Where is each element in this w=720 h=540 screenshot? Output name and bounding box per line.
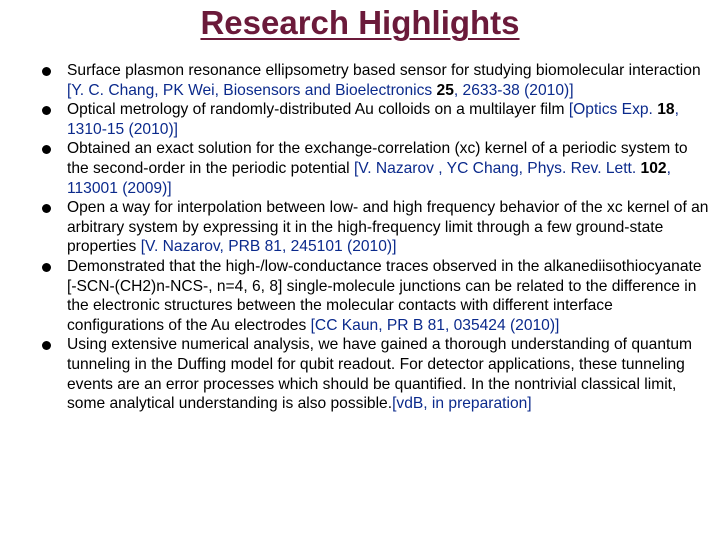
citation-text: [Optics Exp. — [568, 101, 658, 119]
bullet-dot-icon — [42, 263, 51, 272]
highlight-item-6 — [0, 335, 720, 413]
highlight-text: Using extensive numerical analysis, we have gained a thorough understanding of quantum tunneling in the Duffing model for qubit readout. For detector applications, these tunneling events are an error processes which should be quantified. In the nontrivial classical limit, some analytical understanding is also possible. — [67, 336, 693, 413]
highlight-item-2 — [0, 100, 720, 139]
highlight-item-4 — [0, 198, 720, 257]
citation-text: [V. Nazarov , YC Chang, Phys. Rev. Lett. — [353, 159, 641, 177]
citation-text: [CC Kaun, PR B 81, 035424 (2010)] — [310, 316, 560, 334]
highlight-text: Surface plasmon resonance ellipsometry based sensor for studying biomolecular interaction — [67, 62, 701, 79]
slide-title-text: Research Highlights — [200, 4, 520, 41]
citation — [67, 82, 574, 99]
citation-pages: , 2633-38 (2010)] — [453, 81, 574, 99]
citation — [141, 238, 397, 255]
citation-pages: , 1310-15 (2010)] — [67, 101, 679, 138]
bullet-dot-icon — [42, 341, 51, 350]
citation-volume: 18 — [657, 101, 675, 119]
citation-text: [vdB, in preparation] — [392, 395, 532, 413]
citation — [311, 317, 560, 334]
citation-pages: , 113001 (2009)] — [67, 159, 671, 197]
slide-title — [0, 2, 720, 44]
bullet-dot-icon — [42, 145, 51, 154]
bullet-dot-icon — [42, 67, 51, 76]
highlight-text: Optical metrology of randomly-distributed Au colloids on a multilayer film — [67, 101, 569, 119]
highlight-item-5 — [0, 257, 720, 335]
highlight-text: Open a way for interpolation between low- and high frequency behavior of the xc kernel of an arbitrary system by expressing it in the high-frequency limit through a few ground-state properties — [67, 199, 709, 256]
highlights-list — [0, 61, 720, 414]
bullet-dot-icon — [42, 204, 51, 213]
citation-text: [V. Nazarov, PRB 81, 245101 (2010)] — [140, 238, 397, 256]
highlight-text: Demonstrated that the high-/low-conductance traces observed in the alkanediisothiocyanate [-SCN-(CH2)n-NCS-, n=4, 6, 8] single-molecule junctions can be related to the difference in the electronic structures between the molecular contacts with different interface configurations of the Au electrodes — [67, 257, 702, 334]
highlight-item-1 — [0, 61, 720, 100]
citation — [392, 395, 532, 412]
bullet-dot-icon — [42, 106, 51, 115]
highlight-item-3 — [0, 139, 720, 198]
citation-volume: 25 — [436, 81, 454, 99]
citation-text: [Y. C. Chang, PK Wei, Biosensors and Bioelectronics — [67, 81, 437, 99]
citation-volume: 102 — [640, 159, 667, 177]
highlight-text: Obtained an exact solution for the exchange-correlation (xc) kernel of a periodic system to the second-order in the periodic potential — [67, 140, 688, 177]
